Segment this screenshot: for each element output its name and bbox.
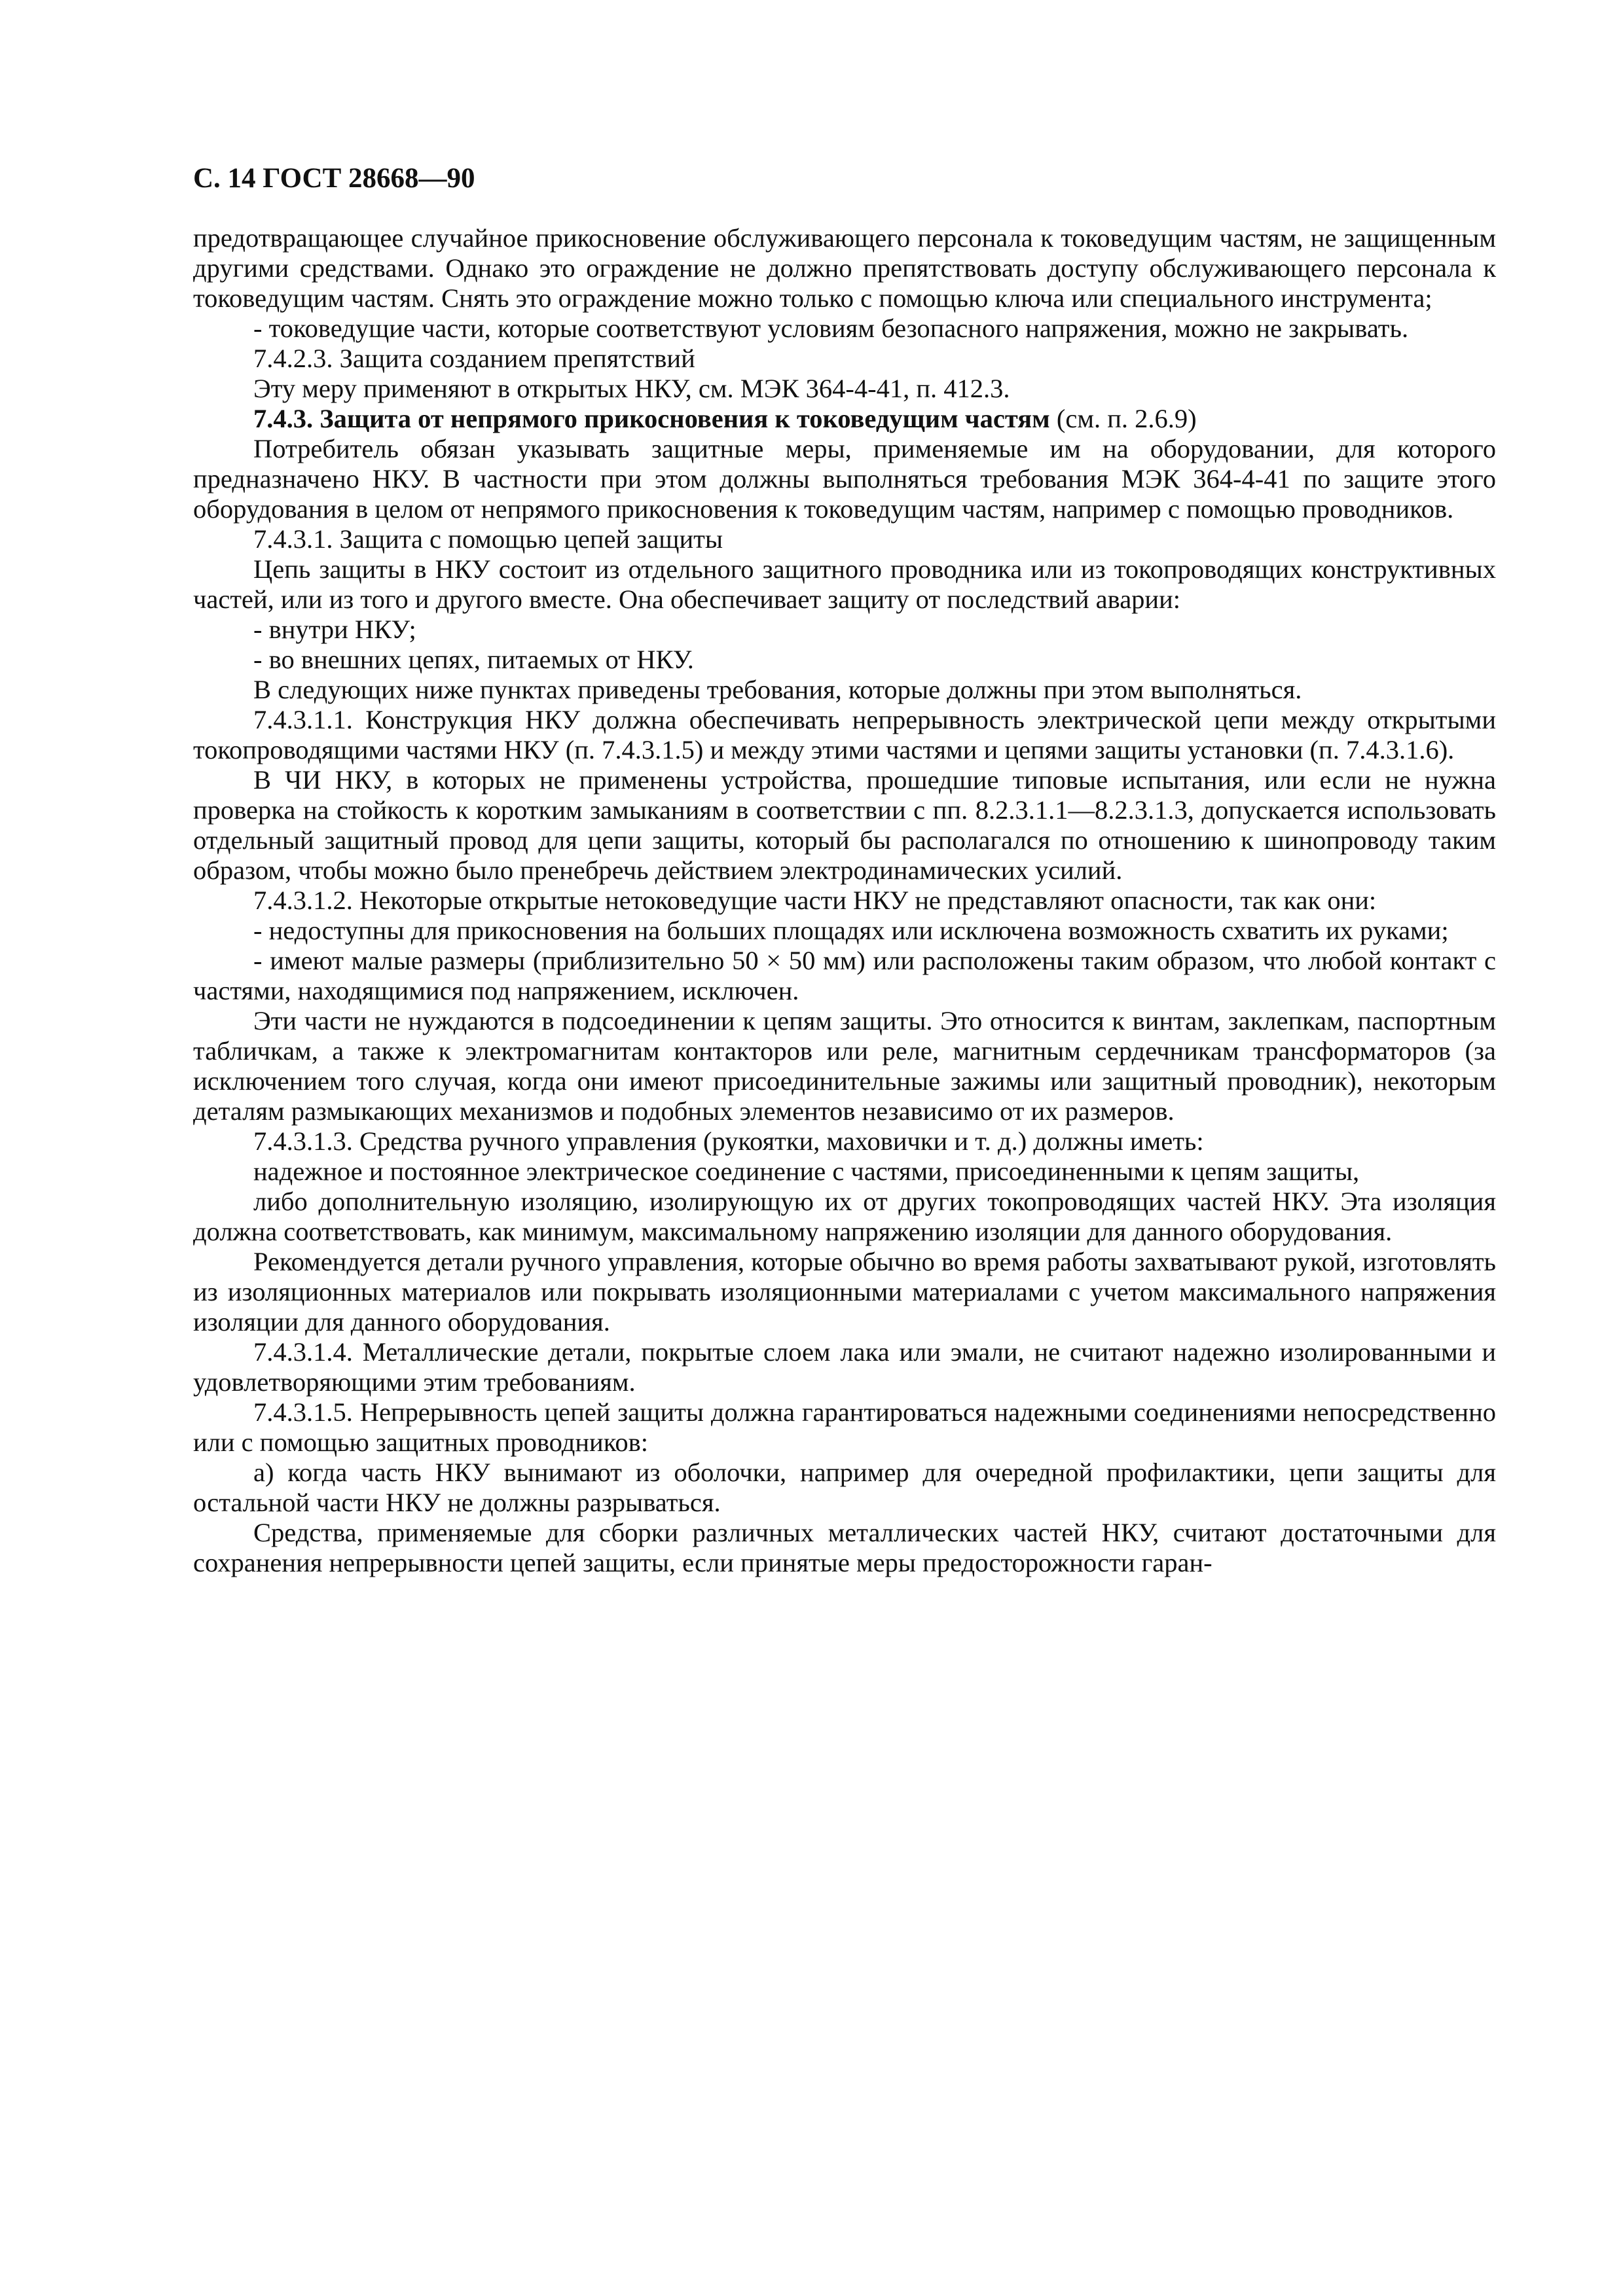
- document-body: [193, 223, 1496, 1578]
- paragraph-21: 7.4.3.1.4. Металлические детали, покрытые слоем лака или эмали, не считают надежно изолированными и удовлетворяющими этим требованиям.: [193, 1337, 1496, 1397]
- paragraph-12: В ЧИ НКУ, в которых не применены устройства, прошедшие типовые испытания, или если не нужна проверка на стойкость к коротким замыканиям в соответствии с пп. 8.2.3.1.1—8.2.3.1.3, допускается использовать отдельный защитный провод для цепи защиты, который бы располагался по отношению к шинопроводу таким образом, чтобы можно было пренебречь действием электродинамических усилий.: [193, 765, 1496, 885]
- paragraph-0: предотвращающее случайное прикосновение обслуживающего персонала к токоведущим частям, не защищенным другими средствами. Однако это ограждение не должно препятствовать доступу обслуживающего персонала к токоведущим частям. Снять это ограждение можно только с помощью ключа или специального инструмента;: [193, 223, 1496, 313]
- paragraph-17: 7.4.3.1.3. Средства ручного управления (рукоятки, маховички и т. д.) должны иметь:: [253, 1126, 1204, 1156]
- paragraph-2: 7.4.2.3. Защита созданием препятствий: [253, 344, 695, 373]
- section-heading: 7.4.3. Защита от непрямого прикосновения к токоведущим частям: [253, 404, 1050, 433]
- paragraph-22: 7.4.3.1.5. Непрерывность цепей защиты должна гарантироваться надежными соединениями непосредственно или с помощью защитных проводников:: [193, 1397, 1496, 1457]
- paragraph-14: - недоступны для прикосновения на больших площадях или исключена возможность схватить их руками;: [253, 916, 1449, 945]
- paragraph-7: Цепь защиты в НКУ состоит из отдельного защитного проводника или из токопроводящих конструктивных частей, или из того и другого вместе. Она обеспечивает защиту от последствий аварии:: [193, 554, 1496, 614]
- document-page: [193, 160, 1496, 1578]
- paragraph-1: - токоведущие части, которые соответствуют условиям безопасного напряжения, можно не закрывать.: [253, 314, 1409, 343]
- paragraph-15: - имеют малые размеры (приблизительно 50 × 50 мм) или расположены таким образом, что любой контакт с частями, находящимися под напряжением, исключен.: [193, 946, 1496, 1005]
- paragraph-20: Рекомендуется детали ручного управления, которые обычно во время работы захватывают рукой, изготовлять из изоляционных материалов или покрывать изоляционными материалами с учетом максимального напряжения изоляции для данного оборудования.: [193, 1247, 1496, 1336]
- section-heading-reference: (см. п. 2.6.9): [1049, 404, 1197, 433]
- paragraph-24: Средства, применяемые для сборки различных металлических частей НКУ, считают достаточными для сохранения непрерывности цепей защиты, если принятые меры предосторожности гаран-: [193, 1518, 1496, 1577]
- paragraph-11: 7.4.3.1.1. Конструкция НКУ должна обеспечивать непрерывность электрической цепи между открытыми токопроводящими частями НКУ (п. 7.4.3.1.5) и между этими частями и цепями защиты установки (п. 7.4.3.1.6).: [193, 705, 1496, 764]
- paragraph-23: а) когда часть НКУ вынимают из оболочки, например для очередной профилактики, цепи защиты для остальной части НКУ не должны разрываться.: [193, 1458, 1496, 1517]
- paragraph-13: 7.4.3.1.2. Некоторые открытые нетоковедущие части НКУ не представляют опасности, так как они:: [253, 886, 1377, 915]
- paragraph-3: Эту меру применяют в открытых НКУ, см. МЭК 364-4-41, п. 412.3.: [253, 374, 1010, 403]
- paragraph-6: 7.4.3.1. Защита с помощью цепей защиты: [253, 524, 723, 554]
- paragraph-4: [193, 404, 1496, 434]
- paragraph-8: - внутри НКУ;: [253, 615, 416, 644]
- paragraph-10: В следующих ниже пунктах приведены требования, которые должны при этом выполняться.: [253, 675, 1302, 704]
- paragraph-9: - во внешних цепях, питаемых от НКУ.: [253, 645, 694, 674]
- paragraph-5: Потребитель обязан указывать защитные меры, применяемые им на оборудовании, для которого предназначено НКУ. В частности при этом должны выполняться требования МЭК 364-4-41 по защите этого оборудования в целом от непрямого прикосновения к токоведущим частям, например с помощью проводников.: [193, 434, 1496, 524]
- page-header: С. 14 ГОСТ 28668—90: [193, 163, 475, 194]
- paragraph-18: надежное и постоянное электрическое соединение с частями, присоединенными к цепям защиты,: [253, 1157, 1360, 1186]
- paragraph-16: Эти части не нуждаются в подсоединении к цепям защиты. Это относится к винтам, заклепкам, паспортным табличкам, а также к электромагнитам контакторов или реле, магнитным сердечникам трансформаторов (за исключением того случая, когда они имеют присоединительные зажимы или защитный проводник), некоторым деталям размыкающих механизмов и подобных элементов независимо от их размеров.: [193, 1006, 1496, 1126]
- paragraph-19: либо дополнительную изоляцию, изолирующую их от других токопроводящих частей НКУ. Эта изоляция должна соответствовать, как минимум, максимальному напряжению изоляции для данного оборудования.: [193, 1187, 1496, 1246]
